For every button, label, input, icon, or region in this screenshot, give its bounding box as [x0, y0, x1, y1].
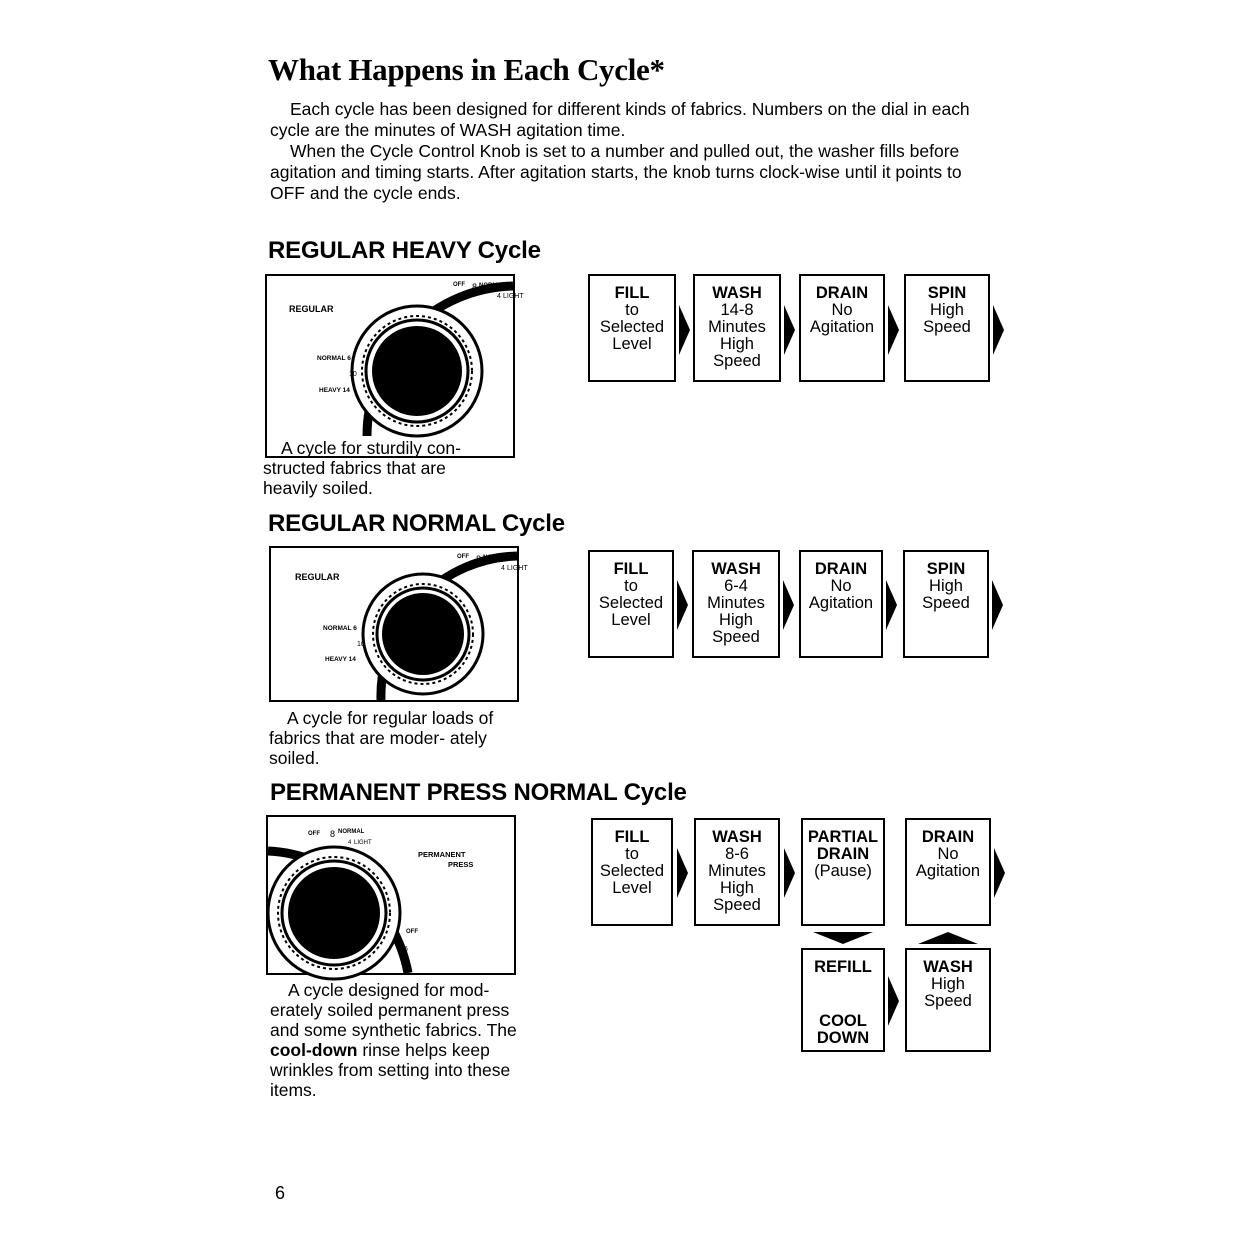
dial-illustration-permanent-press — [266, 815, 516, 975]
step-box-wash — [692, 550, 780, 658]
step-box-wash — [693, 274, 781, 382]
dial-image — [268, 817, 514, 973]
dial-label-off: OFF — [453, 282, 465, 288]
dial-label-heavy-14: HEAVY 14 — [319, 387, 350, 394]
step-line: Level — [612, 879, 652, 897]
dial-illustration-regular-heavy — [265, 274, 524, 458]
dial-label-light: LIGHT — [507, 565, 528, 572]
dial-label-press: PRESS — [448, 860, 474, 869]
step-line: Minutes — [707, 594, 765, 612]
step-line: DOWN — [816, 1029, 870, 1047]
step-line: Selected — [598, 594, 664, 612]
arrow-right-icon — [888, 305, 899, 355]
arrow-right-icon — [784, 848, 795, 898]
page-number: 6 — [275, 1183, 286, 1203]
step-line: to — [625, 845, 639, 863]
step-line: 14-8 — [720, 301, 754, 319]
step-line: 8-6 — [725, 845, 749, 863]
step-line: COOL — [819, 1012, 867, 1030]
arrow-right-icon — [992, 580, 1003, 630]
step-heading: DRAIN — [815, 284, 869, 302]
arrow-right-icon — [886, 580, 897, 630]
dial-label-10: 10 — [357, 641, 365, 648]
step-heading: FILL — [614, 828, 650, 846]
step-box-fill — [588, 274, 676, 382]
step-line: Selected — [599, 318, 665, 336]
step-line: Minutes — [708, 862, 766, 880]
step-line: Agitation — [808, 594, 874, 612]
dial-label-4: 4 — [501, 565, 505, 572]
step-box-wash — [694, 818, 780, 926]
description-text: rinse helps keep wrinkles from setting into these items. — [270, 1040, 511, 1100]
cycle-description-permanent-press — [270, 980, 520, 1100]
step-line: High — [929, 577, 963, 595]
step-heading: WASH — [712, 828, 762, 846]
step-line: High — [930, 301, 964, 319]
dial-illustration-regular-normal — [269, 546, 528, 702]
cycle-title-permanent-press: PERMANENT PRESS NORMAL Cycle — [270, 779, 687, 806]
dial-label-8: 8 — [472, 282, 478, 292]
dial-label-light: LIGHT — [503, 293, 524, 300]
step-line: 6-4 — [724, 577, 748, 595]
arrow-right-icon — [994, 848, 1005, 898]
cycle-title-regular-heavy: REGULAR HEAVY Cycle — [268, 237, 541, 264]
step-box-spin — [903, 550, 989, 658]
step-line: Speed — [713, 896, 761, 914]
step-box-drain — [799, 274, 885, 382]
step-box-fill — [591, 818, 673, 926]
step-line: No — [937, 845, 959, 863]
step-line: to — [625, 301, 639, 319]
dial-label-off-lower: OFF — [406, 929, 418, 935]
step-heading: SPIN — [926, 560, 966, 578]
step-heading: DRAIN — [814, 560, 868, 578]
dial-label-normal: NORMAL — [483, 555, 510, 561]
dial-label-8: 8 — [476, 554, 482, 564]
step-line: High — [719, 611, 753, 629]
description-text: A cycle designed for mod- erately soiled permanent press and some synthetic fabrics. The — [270, 980, 517, 1040]
arrow-right-icon — [993, 305, 1004, 355]
step-heading: SPIN — [927, 284, 967, 302]
step-heading: REFILL — [814, 958, 872, 976]
step-line: High — [931, 975, 965, 993]
dial-label-permanent: PERMANENT — [418, 850, 466, 859]
step-heading: WASH — [711, 560, 761, 578]
step-line: Agitation — [809, 318, 875, 336]
step-spacer — [803, 976, 883, 1013]
dial-label-4: 4 — [497, 293, 501, 300]
step-line: Level — [611, 611, 651, 629]
step-heading: FILL — [614, 284, 650, 302]
step-line: No — [830, 577, 852, 595]
step-line: Agitation — [915, 862, 981, 880]
dial-label-6: 6 — [404, 946, 408, 953]
intro-paragraph-1: Each cycle has been designed for different kinds of fabrics. Numbers on the dial in each cycle are the minutes of WASH agitation time. — [270, 99, 970, 140]
intro-text — [270, 99, 990, 204]
dial-label-regular: REGULAR — [289, 304, 334, 314]
arrow-right-icon — [677, 580, 688, 630]
step-box-drain — [799, 550, 883, 658]
step-line: No — [831, 301, 853, 319]
step-heading: PARTIAL — [807, 828, 879, 846]
cycle-title-regular-normal: REGULAR NORMAL Cycle — [268, 510, 565, 537]
arrow-right-icon — [679, 305, 690, 355]
step-line: Speed — [922, 594, 970, 612]
arrow-right-icon — [677, 848, 688, 898]
dial-label-off: OFF — [457, 554, 469, 560]
dial-label-heavy-14: HEAVY 14 — [325, 656, 356, 663]
dial-label-8: 8 — [330, 829, 336, 839]
dial-label-normal-6: NORMAL 6 — [317, 355, 351, 362]
step-box-fill — [588, 550, 674, 658]
arrow-right-icon — [783, 580, 794, 630]
dial-label-normal-6: NORMAL 6 — [323, 625, 357, 632]
cycle-description-regular-normal: A cycle for regular loads of fabrics that are moder- ately soiled. — [269, 708, 494, 768]
step-line: Speed — [923, 318, 971, 336]
step-line: to — [624, 577, 638, 595]
step-heading: WASH — [923, 958, 973, 976]
description-emphasis: cool-down — [270, 1040, 358, 1060]
dial-label-off: OFF — [308, 831, 320, 837]
dial-image — [267, 276, 524, 456]
dial-label-light: LIGHT — [354, 840, 372, 846]
dial-label-regular: REGULAR — [295, 572, 340, 582]
step-heading: FILL — [613, 560, 649, 578]
step-line: Speed — [924, 992, 972, 1010]
step-heading: DRAIN — [921, 828, 975, 846]
step-line: High — [720, 879, 754, 897]
step-line: Speed — [712, 628, 760, 646]
dial-label-normal: NORMAL — [338, 829, 365, 835]
dial-label-4: 4 — [348, 840, 352, 846]
step-line: Level — [612, 335, 652, 353]
page-title: What Happens in Each Cycle* — [268, 52, 665, 87]
cycle-description-regular-heavy: A cycle for sturdily con- structed fabrics that are heavily soiled. — [263, 438, 461, 498]
step-line: Speed — [713, 352, 761, 370]
step-box-refill — [801, 948, 885, 1052]
dial-label-10: 10 — [349, 371, 357, 378]
step-line: Selected — [599, 862, 665, 880]
arrow-up-icon — [918, 932, 978, 944]
step-line: High — [720, 335, 754, 353]
step-box-spin — [904, 274, 990, 382]
step-box-drain — [905, 818, 991, 926]
step-box-wash-high — [905, 948, 991, 1052]
arrow-right-icon — [784, 305, 795, 355]
step-line: DRAIN — [816, 845, 870, 863]
arrow-down-icon — [813, 932, 873, 944]
step-line: Minutes — [708, 318, 766, 336]
arrow-right-icon — [888, 976, 899, 1026]
intro-paragraph-2: When the Cycle Control Knob is set to a number and pulled out, the washer fills before agitation and timing starts. After agitation starts, the knob turns clock-wise until it points to OFF and the cycle ends. — [270, 141, 962, 203]
dial-label-normal: NORMAL — [479, 283, 506, 289]
step-box-partial-drain — [801, 818, 885, 926]
step-heading: WASH — [712, 284, 762, 302]
dial-image — [271, 548, 528, 700]
step-line: (Pause) — [814, 862, 872, 880]
